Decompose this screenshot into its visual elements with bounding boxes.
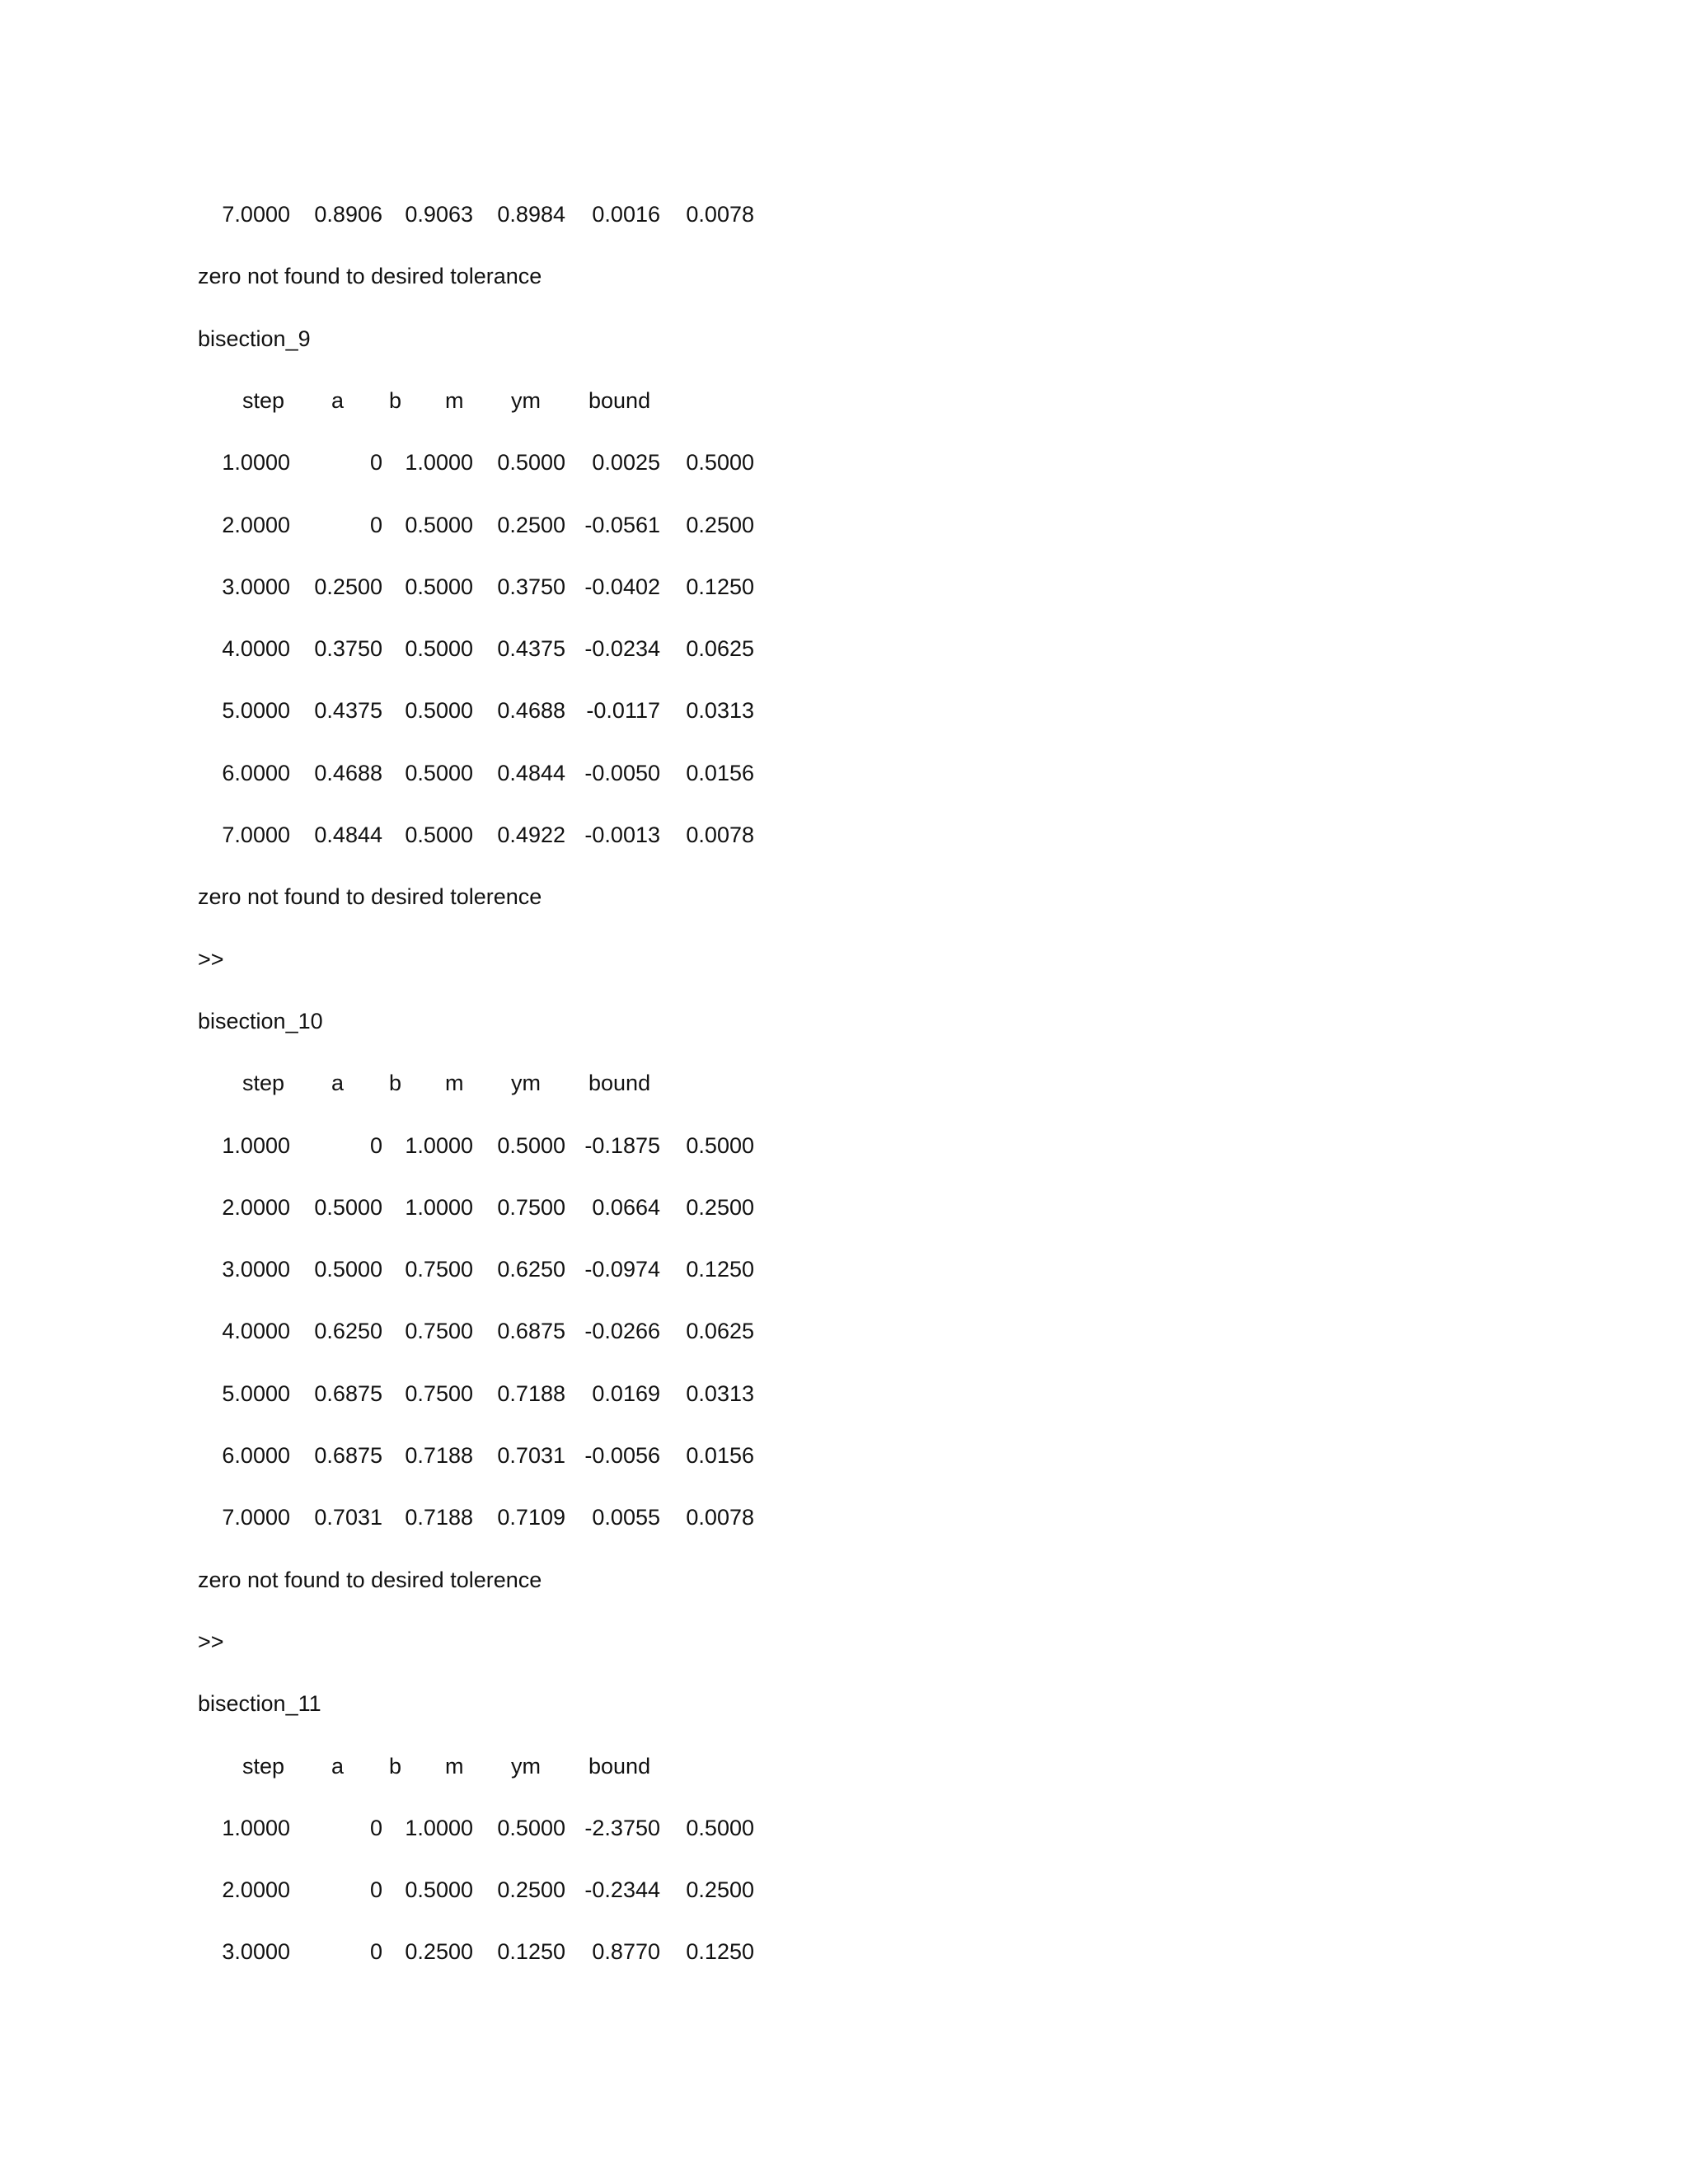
cell-m: 0.7109 bbox=[497, 1505, 565, 1530]
cell-a: 0.6875 bbox=[314, 1443, 382, 1468]
cell-a: 0 bbox=[369, 1877, 382, 1902]
cell-bound: 0.0156 bbox=[686, 1443, 754, 1468]
cell-bound: 0.5000 bbox=[686, 1816, 754, 1840]
cell-step: 2.0000 bbox=[222, 1195, 290, 1220]
cell-ym: -0.0266 bbox=[584, 1319, 660, 1343]
table-row bbox=[0, 1191, 824, 1224]
cell-a: 0.6250 bbox=[314, 1319, 382, 1343]
cell-ym: -0.0050 bbox=[584, 761, 660, 785]
column-header-b: b bbox=[389, 1071, 402, 1095]
command-name: bisection_10 bbox=[198, 1009, 323, 1033]
cell-step: 3.0000 bbox=[222, 1939, 290, 1964]
command-prompt: >> bbox=[198, 1629, 224, 1654]
cell-a: 0.2500 bbox=[314, 574, 382, 599]
column-header-step: step bbox=[242, 1071, 285, 1095]
cell-ym: -0.1875 bbox=[584, 1133, 660, 1158]
column-header-bound: bound bbox=[588, 1754, 651, 1779]
cell-ym: 0.0169 bbox=[592, 1381, 660, 1406]
cell-step: 2.0000 bbox=[222, 1877, 290, 1902]
table-row bbox=[0, 757, 824, 790]
table-row bbox=[0, 1501, 824, 1534]
column-header-ym: ym bbox=[511, 1754, 541, 1779]
cell-a: 0 bbox=[369, 1816, 382, 1840]
command-name: bisection_9 bbox=[198, 326, 311, 351]
cell-bound: 0.0313 bbox=[686, 698, 754, 723]
table-row bbox=[0, 1129, 824, 1162]
cell-bound: 0.0625 bbox=[686, 636, 754, 661]
cell-step: 3.0000 bbox=[222, 574, 290, 599]
cell-m: 0.7188 bbox=[497, 1381, 565, 1406]
cell-a: 0.8906 bbox=[314, 202, 382, 227]
cell-b: 0.5000 bbox=[405, 636, 473, 661]
cell-bound: 0.0156 bbox=[686, 761, 754, 785]
table-row bbox=[0, 509, 824, 541]
cell-ym: 0.0664 bbox=[592, 1195, 660, 1220]
cell-b: 0.9063 bbox=[405, 202, 473, 227]
cell-b: 0.7500 bbox=[405, 1319, 473, 1343]
table-row bbox=[0, 570, 824, 603]
cell-b: 1.0000 bbox=[405, 1195, 473, 1220]
status-text: zero not found to desired tolerence bbox=[198, 1568, 542, 1592]
cell-a: 0 bbox=[369, 1939, 382, 1964]
status-text: zero not found to desired tolerance bbox=[198, 264, 542, 288]
cell-a: 0 bbox=[369, 450, 382, 475]
cell-b: 1.0000 bbox=[405, 450, 473, 475]
cell-bound: 0.0313 bbox=[686, 1381, 754, 1406]
cell-m: 0.5000 bbox=[497, 450, 565, 475]
cell-step: 7.0000 bbox=[222, 1505, 290, 1530]
status-text: zero not found to desired tolerence bbox=[198, 884, 542, 909]
cell-bound: 0.2500 bbox=[686, 1877, 754, 1902]
cell-m: 0.8984 bbox=[497, 202, 565, 227]
cell-ym: -0.0561 bbox=[584, 513, 660, 537]
cell-ym: 0.0016 bbox=[592, 202, 660, 227]
cell-a: 0.4844 bbox=[314, 823, 382, 847]
table-row bbox=[0, 694, 824, 727]
cell-m: 0.1250 bbox=[497, 1939, 565, 1964]
column-header-ym: ym bbox=[511, 1071, 541, 1095]
cell-a: 0.6875 bbox=[314, 1381, 382, 1406]
column-header-bound: bound bbox=[588, 1071, 651, 1095]
cell-b: 0.7188 bbox=[405, 1443, 473, 1468]
cell-step: 7.0000 bbox=[222, 202, 290, 227]
table-row bbox=[0, 1439, 824, 1472]
cell-b: 1.0000 bbox=[405, 1816, 473, 1840]
cell-ym: 0.0055 bbox=[592, 1505, 660, 1530]
table-header bbox=[0, 1750, 824, 1783]
column-header-a: a bbox=[331, 1754, 345, 1779]
cell-step: 6.0000 bbox=[222, 761, 290, 785]
cell-b: 0.5000 bbox=[405, 823, 473, 847]
table-row bbox=[0, 1873, 824, 1906]
cell-bound: 0.0078 bbox=[686, 823, 754, 847]
cell-bound: 0.0078 bbox=[686, 202, 754, 227]
column-header-b: b bbox=[389, 388, 402, 413]
command-name: bisection_11 bbox=[198, 1691, 321, 1716]
cell-a: 0.3750 bbox=[314, 636, 382, 661]
cell-step: 3.0000 bbox=[222, 1257, 290, 1282]
table-row bbox=[0, 632, 824, 665]
cell-ym: 0.0025 bbox=[592, 450, 660, 475]
command-prompt: >> bbox=[198, 947, 224, 972]
cell-bound: 0.1250 bbox=[686, 574, 754, 599]
cell-ym: 0.8770 bbox=[592, 1939, 660, 1964]
cell-b: 0.2500 bbox=[405, 1939, 473, 1964]
table-header bbox=[0, 384, 824, 417]
cell-b: 0.7500 bbox=[405, 1381, 473, 1406]
column-header-m: m bbox=[445, 1071, 464, 1095]
cell-m: 0.4375 bbox=[497, 636, 565, 661]
cell-b: 0.5000 bbox=[405, 761, 473, 785]
column-header-a: a bbox=[331, 388, 345, 413]
column-header-ym: ym bbox=[511, 388, 541, 413]
column-header-m: m bbox=[445, 1754, 464, 1779]
cell-ym: -0.0013 bbox=[584, 823, 660, 847]
cell-ym: -0.0056 bbox=[584, 1443, 660, 1468]
cell-step: 7.0000 bbox=[222, 823, 290, 847]
cell-bound: 0.2500 bbox=[686, 513, 754, 537]
table-row bbox=[0, 1935, 824, 1968]
cell-b: 0.5000 bbox=[405, 1877, 473, 1902]
table-row bbox=[0, 1253, 824, 1286]
cell-b: 0.5000 bbox=[405, 513, 473, 537]
cell-step: 5.0000 bbox=[222, 698, 290, 723]
cell-step: 1.0000 bbox=[222, 1816, 290, 1840]
cell-m: 0.2500 bbox=[497, 1877, 565, 1902]
cell-ym: -0.0117 bbox=[586, 698, 660, 723]
cell-m: 0.4922 bbox=[497, 823, 565, 847]
table-row bbox=[0, 1377, 824, 1410]
cell-step: 2.0000 bbox=[222, 513, 290, 537]
cell-bound: 0.0078 bbox=[686, 1505, 754, 1530]
column-header-m: m bbox=[445, 388, 464, 413]
cell-a: 0.4375 bbox=[314, 698, 382, 723]
cell-step: 1.0000 bbox=[222, 1133, 290, 1158]
cell-ym: -0.0402 bbox=[584, 574, 660, 599]
cell-b: 1.0000 bbox=[405, 1133, 473, 1158]
cell-bound: 0.2500 bbox=[686, 1195, 754, 1220]
cell-ym: -0.0974 bbox=[584, 1257, 660, 1282]
cell-step: 4.0000 bbox=[222, 636, 290, 661]
table-row bbox=[0, 446, 824, 479]
column-header-a: a bbox=[331, 1071, 345, 1095]
cell-m: 0.6250 bbox=[497, 1257, 565, 1282]
cell-bound: 0.5000 bbox=[686, 1133, 754, 1158]
table-row bbox=[0, 818, 824, 851]
cell-b: 0.7500 bbox=[405, 1257, 473, 1282]
column-header-bound: bound bbox=[588, 388, 651, 413]
cell-m: 0.6875 bbox=[497, 1319, 565, 1343]
cell-m: 0.4688 bbox=[497, 698, 565, 723]
cell-step: 5.0000 bbox=[222, 1381, 290, 1406]
cell-m: 0.5000 bbox=[497, 1133, 565, 1158]
column-header-step: step bbox=[242, 1754, 285, 1779]
cell-m: 0.7500 bbox=[497, 1195, 565, 1220]
table-row bbox=[0, 1315, 824, 1347]
cell-step: 4.0000 bbox=[222, 1319, 290, 1343]
cell-m: 0.3750 bbox=[497, 574, 565, 599]
cell-a: 0.5000 bbox=[314, 1195, 382, 1220]
cell-a: 0.5000 bbox=[314, 1257, 382, 1282]
cell-bound: 0.0625 bbox=[686, 1319, 754, 1343]
column-header-step: step bbox=[242, 388, 285, 413]
table-row bbox=[0, 1811, 824, 1844]
cell-bound: 0.1250 bbox=[686, 1939, 754, 1964]
cell-step: 6.0000 bbox=[222, 1443, 290, 1468]
table-row bbox=[0, 198, 824, 231]
cell-b: 0.5000 bbox=[405, 574, 473, 599]
cell-b: 0.7188 bbox=[405, 1505, 473, 1530]
cell-m: 0.4844 bbox=[497, 761, 565, 785]
cell-bound: 0.5000 bbox=[686, 450, 754, 475]
cell-a: 0 bbox=[369, 1133, 382, 1158]
cell-bound: 0.1250 bbox=[686, 1257, 754, 1282]
cell-m: 0.2500 bbox=[497, 513, 565, 537]
cell-a: 0.4688 bbox=[314, 761, 382, 785]
cell-m: 0.7031 bbox=[497, 1443, 565, 1468]
cell-a: 0 bbox=[369, 513, 382, 537]
cell-ym: -0.0234 bbox=[584, 636, 660, 661]
cell-a: 0.7031 bbox=[314, 1505, 382, 1530]
table-header bbox=[0, 1066, 824, 1099]
cell-ym: -2.3750 bbox=[584, 1816, 660, 1840]
cell-m: 0.5000 bbox=[497, 1816, 565, 1840]
cell-b: 0.5000 bbox=[405, 698, 473, 723]
column-header-b: b bbox=[389, 1754, 402, 1779]
cell-ym: -0.2344 bbox=[584, 1877, 660, 1902]
cell-step: 1.0000 bbox=[222, 450, 290, 475]
